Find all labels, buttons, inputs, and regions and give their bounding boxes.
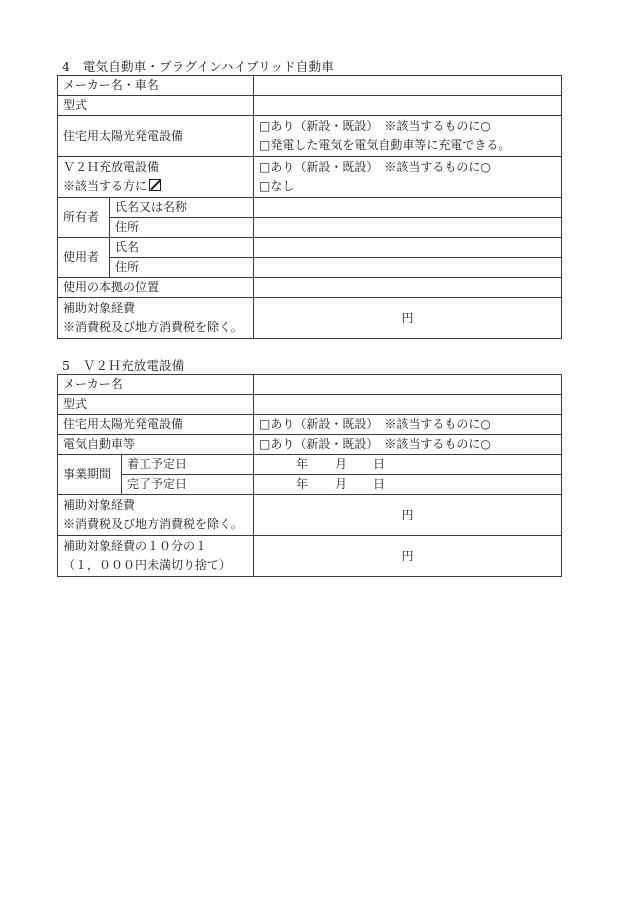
v2h-label-note-line bbox=[63, 177, 253, 196]
base-location-label: 使用の本拠の位置 bbox=[58, 278, 254, 298]
v2h-option-exists[interactable]: □あり（新設・既設） ※該当するものに○ bbox=[259, 160, 491, 174]
user-address-field[interactable] bbox=[254, 258, 562, 278]
v2h-cost-unit: 円 bbox=[401, 507, 414, 522]
maker-label: メーカー名・車名 bbox=[58, 76, 254, 96]
user-label: 使用者 bbox=[58, 238, 110, 278]
end-label: 完了予定日 bbox=[122, 475, 254, 495]
solar-option-charge[interactable]: □発電した電気を電気自動車等に充電できる。 bbox=[259, 138, 511, 152]
end-date-field[interactable] bbox=[254, 475, 562, 495]
v2h-model-field[interactable] bbox=[254, 395, 562, 415]
start-year: 年 bbox=[296, 457, 309, 471]
tenth-cost-field[interactable] bbox=[254, 536, 562, 577]
cost-unit: 円 bbox=[401, 310, 414, 325]
cost-field[interactable] bbox=[254, 298, 562, 339]
start-label: 着工予定日 bbox=[122, 455, 254, 475]
v2h-cost-label-title: 補助対象経費 bbox=[63, 498, 136, 512]
tenth-cost-label-note: （１，０００円未満切り捨て） bbox=[63, 558, 232, 572]
user-name-field[interactable] bbox=[254, 238, 562, 258]
v2h-ev-label: 電気自動車等 bbox=[58, 435, 254, 455]
v2h-model-label: 型式 bbox=[58, 395, 254, 415]
owner-label: 所有者 bbox=[58, 198, 110, 238]
owner-name-field[interactable] bbox=[254, 198, 562, 218]
cost-label-title: 補助対象経費 bbox=[63, 301, 136, 315]
maker-field[interactable] bbox=[254, 76, 562, 96]
model-field[interactable] bbox=[254, 96, 562, 116]
cost-label bbox=[58, 298, 254, 339]
user-address-label: 住所 bbox=[110, 258, 254, 278]
start-month: 月 bbox=[335, 457, 348, 471]
user-name-label: 氏名 bbox=[110, 238, 254, 258]
v2h-cost-label-note: ※消費税及び地方消費税を除く。 bbox=[63, 517, 243, 531]
solar-label: 住宅用太陽光発電設備 bbox=[58, 116, 254, 157]
v2h-maker-field[interactable] bbox=[254, 375, 562, 395]
owner-address-label: 住所 bbox=[110, 218, 254, 238]
cost-label-note: ※消費税及び地方消費税を除く。 bbox=[63, 320, 243, 334]
v2h-option-none[interactable]: □なし bbox=[259, 179, 295, 193]
tenth-cost-label-title: 補助対象経費の１０分の１ bbox=[63, 539, 208, 553]
solar-option-exists[interactable]: □あり（新設・既設） ※該当するものに○ bbox=[259, 119, 491, 133]
v2h-label bbox=[58, 157, 254, 198]
end-month: 月 bbox=[335, 477, 348, 491]
end-day: 日 bbox=[373, 477, 386, 491]
v2h-options bbox=[254, 157, 562, 198]
v2h-label-note: ※該当する方に bbox=[63, 179, 148, 193]
end-year: 年 bbox=[296, 477, 309, 491]
section4-title: 4 電気自動車・プラグインハイブリッド自動車 bbox=[62, 59, 334, 74]
section5-table bbox=[57, 374, 562, 577]
v2h-label-title: Ｖ２Ｈ充放電設備 bbox=[63, 160, 160, 174]
v2h-maker-label: メーカー名 bbox=[58, 375, 254, 395]
v2h-ev-option[interactable]: □あり（新設・既設） ※該当するものに○ bbox=[254, 435, 562, 455]
owner-address-field[interactable] bbox=[254, 218, 562, 238]
v2h-cost-label bbox=[58, 495, 254, 536]
solar-options bbox=[254, 116, 562, 157]
section5-title: 5 Ｖ２Ｈ充放電設備 bbox=[62, 358, 185, 373]
owner-name-label: 氏名又は名称 bbox=[110, 198, 254, 218]
base-location-field[interactable] bbox=[254, 278, 562, 298]
period-label: 事業期間 bbox=[58, 455, 122, 495]
tenth-cost-unit: 円 bbox=[401, 548, 414, 563]
v2h-cost-field[interactable] bbox=[254, 495, 562, 536]
section4-table bbox=[57, 75, 562, 339]
checked-box-icon bbox=[149, 179, 161, 191]
model-label: 型式 bbox=[58, 96, 254, 116]
v2h-solar-option[interactable]: □あり（新設・既設） ※該当するものに○ bbox=[254, 415, 562, 435]
start-day: 日 bbox=[373, 457, 386, 471]
start-date-field[interactable] bbox=[254, 455, 562, 475]
v2h-solar-label: 住宅用太陽光発電設備 bbox=[58, 415, 254, 435]
tenth-cost-label bbox=[58, 536, 254, 577]
